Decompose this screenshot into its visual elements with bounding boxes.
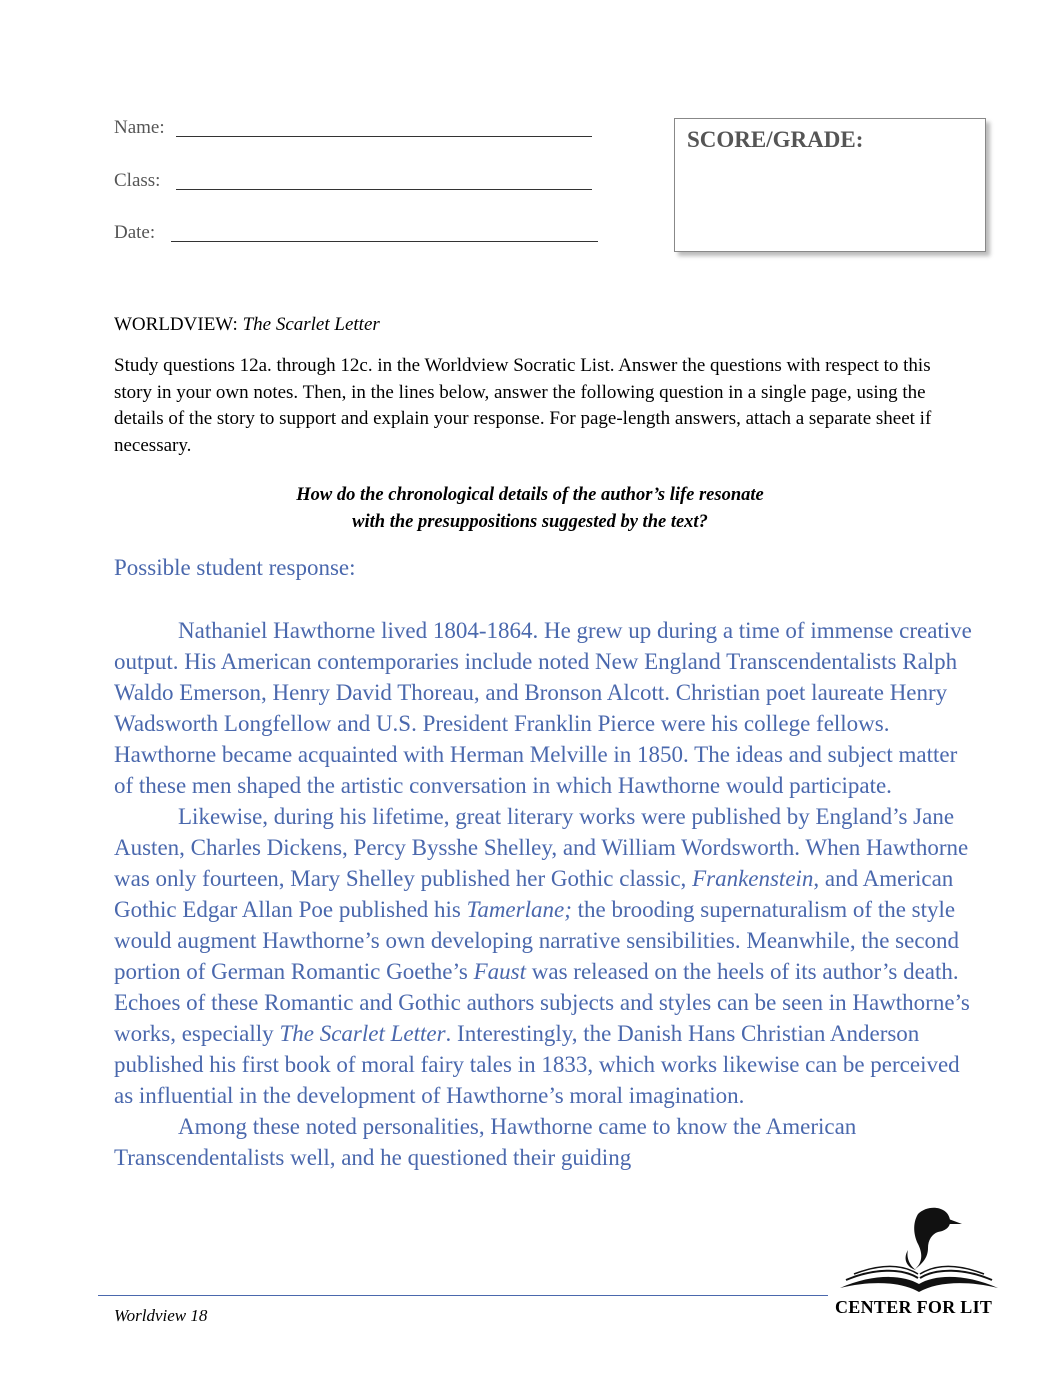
student-response xyxy=(114,615,974,1173)
name-blank-line[interactable] xyxy=(176,136,592,137)
name-field xyxy=(114,117,165,139)
title-faust: Faust xyxy=(473,959,527,984)
date-blank-line[interactable] xyxy=(171,241,598,242)
response-paragraph-1: Nathaniel Hawthorne lived 1804-1864. He grew up during a time of immense creative output. His American contemporaries include noted New England Transcendentalists Ralph Waldo Emerson, Henry David Thoreau, and Bronson Alcott. Christian poet laureate Henry Wadsworth Longfellow and U.S. President Franklin Pierce were his college fellows. Hawthorne became acquainted with Herman Melville in 1850. The ideas and subject matter of these men shaped the artistic conversation in which Hawthorne would participate. xyxy=(114,618,972,798)
date-label: Date: xyxy=(114,222,156,243)
p2-text-2: , and American Gothic Edgar Allan Poe published his xyxy=(114,866,954,922)
logo-text: CENTER FOR LIT xyxy=(835,1297,993,1317)
class-blank-line[interactable] xyxy=(176,189,592,190)
p2-text-4: was released on the heels of its author’s death. Echoes of these Romantic and Gothic authors subjects and styles can be seen in Hawthorne’s works, especially xyxy=(114,959,970,1046)
footer-divider xyxy=(98,1295,828,1296)
question-line-1: How do the chronological details of the author’s life resonate xyxy=(296,485,764,505)
class-field xyxy=(114,170,160,192)
page-label: Worldview 18 xyxy=(114,1306,208,1325)
title-tamerlane: Tamerlane; xyxy=(466,897,572,922)
p2-text-3: the brooding supernaturalism of the style would augment Hawthorne’s own developing narrative sensibilities. Meanwhile, the second portion of German Romantic Goethe’s xyxy=(114,897,960,984)
section-title xyxy=(114,314,380,336)
response-label: Possible student response: xyxy=(114,555,356,580)
essay-question xyxy=(114,482,946,535)
name-label: Name: xyxy=(114,117,165,138)
instructions-paragraph: Study questions 12a. through 12c. in the Worldview Socratic List. Answer the questions with respect to this story in your own notes. Then, in the lines below, answer the following question in a single page, using the details of the story to support and explain your response. For page-length answers, attach a separate sheet if necessary. xyxy=(114,355,932,456)
class-label: Class: xyxy=(114,170,161,191)
section-title-prefix: WORLDVIEW: xyxy=(114,314,238,335)
date-field xyxy=(114,222,155,244)
response-paragraph-2 xyxy=(114,801,974,1111)
question-line-2: with the presuppositions suggested by the text? xyxy=(352,511,708,532)
score-grade-box xyxy=(674,118,986,252)
center-for-lit-logo xyxy=(832,1204,1007,1324)
response-paragraph-3: Among these noted personalities, Hawthorne came to know the American Transcendentalists well, and he questioned their guiding xyxy=(114,1114,857,1170)
score-grade-label: SCORE/GRADE: xyxy=(687,127,864,152)
title-scarlet-letter: The Scarlet Letter xyxy=(279,1021,446,1046)
title-frankenstein: Frankenstein xyxy=(692,866,814,891)
p2-text-1: Likewise, during his lifetime, great literary works were published by England’s Jane Austen, Charles Dickens, Percy Bysshe Shelley, and William Wordsworth. When Hawthorne was only fourteen, Mary Shelley published her Gothic classic, xyxy=(114,804,969,891)
section-title-book: The Scarlet Letter xyxy=(242,314,380,335)
p2-text-5: . Interestingly, the Danish Hans Christian Anderson published his first book of moral fairy tales in 1833, which works likewise can be perceived as influential in the development of Hawthorne’s moral imagination. xyxy=(114,1021,960,1108)
book-bird-icon xyxy=(832,1204,1007,1299)
